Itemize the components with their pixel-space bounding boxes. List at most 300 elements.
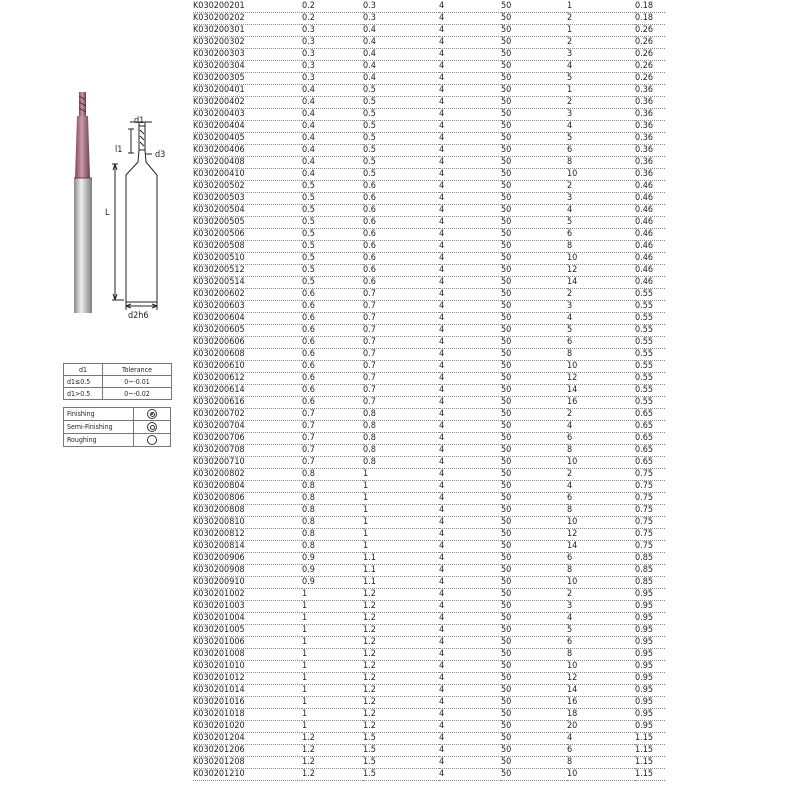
spec-cell: 50: [501, 277, 567, 289]
spec-row: [193, 493, 665, 505]
left-panel: [0, 0, 190, 793]
spec-cell: K030200508: [193, 241, 302, 253]
spec-cell: 0.95: [635, 601, 665, 613]
spec-row: [193, 181, 665, 193]
spec-cell: 0.18: [635, 13, 665, 25]
spec-cell: 4: [439, 265, 501, 277]
spec-cell: 50: [501, 61, 567, 73]
spec-row: [193, 145, 665, 157]
spec-cell: 0.36: [635, 85, 665, 97]
spec-cell: 4: [439, 529, 501, 541]
spec-cell: 1.5: [363, 745, 439, 757]
spec-cell: K030200608: [193, 349, 302, 361]
spec-row: [193, 193, 665, 205]
spec-cell: 1.2: [302, 769, 363, 781]
spec-cell: 50: [501, 541, 567, 553]
spec-cell: 0.7: [363, 325, 439, 337]
spec-cell: 0.46: [635, 277, 665, 289]
spec-cell: 1.15: [635, 745, 665, 757]
spec-cell: K030200514: [193, 277, 302, 289]
spec-cell: 50: [501, 301, 567, 313]
spec-cell: 0.9: [302, 553, 363, 565]
spec-row: [193, 685, 665, 697]
spec-cell: K030200402: [193, 97, 302, 109]
spec-row: [193, 421, 665, 433]
spec-cell: 6: [567, 145, 635, 157]
spec-cell: 1: [302, 613, 363, 625]
spec-cell: 0.85: [635, 577, 665, 589]
spec-cell: 4: [439, 445, 501, 457]
spec-cell: 50: [501, 241, 567, 253]
spec-cell: 4: [439, 733, 501, 745]
spec-cell: K030200614: [193, 385, 302, 397]
spec-cell: 12: [567, 373, 635, 385]
spec-cell: 8: [567, 565, 635, 577]
tolerance-cell: 0~-0.01: [103, 376, 172, 388]
spec-cell: 0.7: [363, 361, 439, 373]
spec-cell: 16: [567, 397, 635, 409]
spec-cell: 0.26: [635, 25, 665, 37]
spec-cell: K030201004: [193, 613, 302, 625]
spec-cell: 1: [302, 589, 363, 601]
spec-cell: 50: [501, 313, 567, 325]
spec-row: [193, 445, 665, 457]
spec-cell: K030200505: [193, 217, 302, 229]
spec-cell: 1: [302, 601, 363, 613]
spec-cell: 4: [439, 61, 501, 73]
tolerance-header-cell: Tolerance: [103, 364, 172, 376]
spec-cell: 4: [439, 709, 501, 721]
spec-cell: 0.5: [302, 205, 363, 217]
spec-cell: K030200202: [193, 13, 302, 25]
finishing-icon: [147, 409, 157, 419]
spec-row: [193, 265, 665, 277]
spec-cell: 1: [363, 541, 439, 553]
spec-cell: 1: [567, 85, 635, 97]
spec-cell: 0.6: [363, 205, 439, 217]
spec-cell: 0.6: [363, 217, 439, 229]
spec-cell: 16: [567, 697, 635, 709]
spec-cell: 0.85: [635, 565, 665, 577]
spec-cell: 50: [501, 337, 567, 349]
spec-cell: 50: [501, 385, 567, 397]
spec-cell: 0.26: [635, 49, 665, 61]
spec-cell: 1.1: [363, 577, 439, 589]
spec-cell: 1: [363, 481, 439, 493]
spec-cell: 0.3: [363, 13, 439, 25]
spec-cell: 50: [501, 373, 567, 385]
spec-cell: 50: [501, 409, 567, 421]
spec-cell: 1.1: [363, 565, 439, 577]
spec-cell: 0.95: [635, 649, 665, 661]
spec-cell: 1: [302, 661, 363, 673]
spec-cell: 0.5: [302, 229, 363, 241]
spec-cell: 0.8: [363, 457, 439, 469]
spec-cell: 3: [567, 49, 635, 61]
spec-cell: 0.8: [302, 529, 363, 541]
spec-cell: 20: [567, 721, 635, 733]
spec-cell: K030200405: [193, 133, 302, 145]
spec-cell: 50: [501, 349, 567, 361]
spec-cell: 4: [567, 613, 635, 625]
spec-cell: 0.8: [302, 481, 363, 493]
spec-cell: 0.7: [302, 433, 363, 445]
spec-cell: 0.55: [635, 349, 665, 361]
spec-row: [193, 757, 665, 769]
spec-cell: K030200604: [193, 313, 302, 325]
spec-cell: 0.36: [635, 133, 665, 145]
spec-cell: 0.8: [302, 469, 363, 481]
spec-row: [193, 49, 665, 61]
spec-cell: 0.5: [302, 265, 363, 277]
spec-cell: 0.46: [635, 253, 665, 265]
spec-cell: 1.5: [363, 733, 439, 745]
spec-cell: K030201016: [193, 697, 302, 709]
spec-cell: 4: [439, 229, 501, 241]
spec-cell: 0.3: [363, 1, 439, 13]
spec-cell: 4: [439, 409, 501, 421]
spec-cell: 1.5: [363, 769, 439, 781]
spec-cell: 0.6: [302, 289, 363, 301]
spec-cell: 0.5: [363, 157, 439, 169]
spec-cell: 4: [439, 361, 501, 373]
spec-cell: 0.75: [635, 481, 665, 493]
spec-cell: 8: [567, 157, 635, 169]
spec-row: [193, 673, 665, 685]
spec-cell: 0.5: [363, 109, 439, 121]
spec-cell: 50: [501, 253, 567, 265]
spec-row: [193, 385, 665, 397]
spec-cell: 50: [501, 289, 567, 301]
spec-cell: 4: [439, 289, 501, 301]
spec-cell: 0.5: [363, 85, 439, 97]
semi-finishing-icon: [147, 422, 157, 432]
spec-cell: K030200612: [193, 373, 302, 385]
spec-cell: 0.3: [302, 73, 363, 85]
spec-cell: 0.26: [635, 61, 665, 73]
spec-cell: 3: [567, 193, 635, 205]
spec-row: [193, 409, 665, 421]
spec-cell: 0.7: [363, 289, 439, 301]
spec-cell: 1.2: [302, 733, 363, 745]
roughing-icon: [147, 435, 157, 445]
d2-label: d2h6: [128, 311, 149, 321]
spec-cell: 4: [439, 685, 501, 697]
tolerance-cell: d1≤0.5: [64, 376, 103, 388]
spec-row: [193, 481, 665, 493]
spec-cell: 6: [567, 433, 635, 445]
spec-cell: 0.6: [302, 337, 363, 349]
spec-cell: 4: [439, 745, 501, 757]
spec-cell: 50: [501, 673, 567, 685]
spec-cell: 0.5: [302, 217, 363, 229]
spec-cell: 8: [567, 649, 635, 661]
spec-cell: 0.36: [635, 109, 665, 121]
spec-row: [193, 709, 665, 721]
legend-label: Roughing: [64, 434, 134, 447]
spec-cell: 0.8: [302, 517, 363, 529]
spec-row: [193, 157, 665, 169]
spec-cell: 0.7: [363, 397, 439, 409]
spec-cell: 4: [439, 241, 501, 253]
spec-cell: K030200302: [193, 37, 302, 49]
spec-cell: 4: [439, 673, 501, 685]
spec-cell: 50: [501, 205, 567, 217]
spec-cell: K030200510: [193, 253, 302, 265]
spec-cell: K030200303: [193, 49, 302, 61]
spec-cell: 4: [439, 169, 501, 181]
spec-cell: K030200908: [193, 565, 302, 577]
spec-row: [193, 61, 665, 73]
spec-cell: 1: [302, 709, 363, 721]
spec-cell: 8: [567, 757, 635, 769]
spec-cell: 0.6: [363, 277, 439, 289]
spec-cell: 4: [439, 73, 501, 85]
spec-cell: 0.8: [363, 409, 439, 421]
spec-cell: 50: [501, 97, 567, 109]
spec-cell: 4: [567, 121, 635, 133]
spec-cell: 0.55: [635, 385, 665, 397]
spec-cell: 0.8: [302, 493, 363, 505]
spec-cell: 0.6: [302, 325, 363, 337]
spec-cell: 0.95: [635, 637, 665, 649]
spec-row: [193, 37, 665, 49]
spec-cell: 0.5: [363, 121, 439, 133]
spec-cell: 0.95: [635, 589, 665, 601]
spec-row: [193, 517, 665, 529]
spec-cell: 50: [501, 85, 567, 97]
spec-cell: 10: [567, 577, 635, 589]
spec-cell: 50: [501, 469, 567, 481]
spec-cell: 0.4: [302, 145, 363, 157]
spec-cell: 0.5: [363, 97, 439, 109]
spec-cell: 50: [501, 661, 567, 673]
spec-cell: K030200502: [193, 181, 302, 193]
spec-cell: 50: [501, 757, 567, 769]
spec-cell: 4: [439, 325, 501, 337]
spec-cell: 0.6: [302, 313, 363, 325]
spec-cell: 4: [567, 733, 635, 745]
spec-row: [193, 85, 665, 97]
tolerance-header-row: [64, 364, 172, 376]
spec-cell: 1: [363, 505, 439, 517]
spec-cell: 0.2: [302, 13, 363, 25]
spec-cell: 0.46: [635, 241, 665, 253]
spec-cell: 2: [567, 409, 635, 421]
spec-cell: 3: [567, 109, 635, 121]
spec-cell: 0.5: [302, 193, 363, 205]
tolerance-row: [64, 388, 172, 400]
spec-cell: 0.75: [635, 493, 665, 505]
spec-cell: 0.6: [302, 361, 363, 373]
tolerance-header-cell: d1: [64, 364, 103, 376]
spec-cell: 50: [501, 433, 567, 445]
spec-cell: 0.6: [302, 385, 363, 397]
spec-cell: 1.2: [302, 757, 363, 769]
spec-cell: 2: [567, 181, 635, 193]
spec-cell: 0.6: [302, 301, 363, 313]
spec-cell: 4: [439, 421, 501, 433]
spec-cell: 0.36: [635, 169, 665, 181]
legend-label: Semi-Finishing: [64, 421, 134, 434]
spec-cell: K030200702: [193, 409, 302, 421]
spec-cell: 1.2: [363, 601, 439, 613]
spec-cell: 50: [501, 649, 567, 661]
spec-cell: K030200305: [193, 73, 302, 85]
spec-cell: 50: [501, 229, 567, 241]
spec-cell: 0.4: [363, 25, 439, 37]
spec-cell: 0.5: [363, 169, 439, 181]
spec-cell: 0.3: [302, 37, 363, 49]
spec-cell: 0.4: [302, 109, 363, 121]
spec-row: [193, 289, 665, 301]
spec-cell: 0.7: [302, 457, 363, 469]
spec-cell: 14: [567, 277, 635, 289]
spec-cell: 50: [501, 637, 567, 649]
spec-cell: 4: [439, 145, 501, 157]
spec-cell: 0.6: [302, 397, 363, 409]
l1-label: l1: [115, 145, 123, 155]
spec-cell: 0.65: [635, 421, 665, 433]
spec-cell: K030201208: [193, 757, 302, 769]
spec-cell: 0.7: [302, 445, 363, 457]
spec-row: [193, 169, 665, 181]
specification-table: [193, 1, 665, 781]
end-mill-drawing: [0, 80, 180, 325]
spec-cell: 50: [501, 49, 567, 61]
d1-label: d1: [134, 116, 145, 126]
spec-cell: 4: [439, 301, 501, 313]
spec-cell: 50: [501, 577, 567, 589]
spec-cell: 4: [439, 193, 501, 205]
spec-cell: 0.75: [635, 469, 665, 481]
spec-cell: 6: [567, 337, 635, 349]
spec-row: [193, 625, 665, 637]
spec-cell: 0.85: [635, 553, 665, 565]
spec-cell: 3: [567, 301, 635, 313]
spec-cell: 4: [439, 493, 501, 505]
spec-row: [193, 1, 665, 13]
spec-cell: 6: [567, 493, 635, 505]
spec-cell: 0.65: [635, 433, 665, 445]
spec-cell: K030200812: [193, 529, 302, 541]
spec-cell: 0.95: [635, 697, 665, 709]
spec-cell: K030200404: [193, 121, 302, 133]
spec-cell: 2: [567, 289, 635, 301]
spec-cell: K030200808: [193, 505, 302, 517]
spec-cell: 1.15: [635, 757, 665, 769]
spec-row: [193, 313, 665, 325]
spec-row: [193, 229, 665, 241]
spec-row: [193, 661, 665, 673]
spec-cell: K030200603: [193, 301, 302, 313]
spec-cell: 0.26: [635, 37, 665, 49]
spec-row: [193, 325, 665, 337]
spec-cell: 0.6: [302, 373, 363, 385]
spec-cell: 4: [439, 613, 501, 625]
spec-cell: 50: [501, 157, 567, 169]
spec-cell: 4: [439, 337, 501, 349]
spec-cell: K030201010: [193, 661, 302, 673]
spec-cell: 1: [302, 625, 363, 637]
spec-cell: 4: [439, 205, 501, 217]
spec-cell: 50: [501, 109, 567, 121]
spec-cell: 0.4: [363, 61, 439, 73]
spec-cell: K030201014: [193, 685, 302, 697]
spec-cell: 50: [501, 217, 567, 229]
spec-cell: 0.46: [635, 181, 665, 193]
spec-cell: 0.4: [363, 73, 439, 85]
spec-cell: 4: [439, 109, 501, 121]
spec-cell: 5: [567, 625, 635, 637]
spec-row: [193, 577, 665, 589]
spec-cell: 0.8: [363, 433, 439, 445]
spec-cell: 4: [439, 85, 501, 97]
spec-row: [193, 733, 665, 745]
spec-cell: 4: [439, 457, 501, 469]
spec-cell: 50: [501, 397, 567, 409]
spec-cell: 1.1: [363, 553, 439, 565]
spec-cell: K030200906: [193, 553, 302, 565]
spec-cell: K030201018: [193, 709, 302, 721]
spec-cell: K030200410: [193, 169, 302, 181]
spec-cell: 0.46: [635, 217, 665, 229]
spec-row: [193, 253, 665, 265]
spec-cell: 0.95: [635, 709, 665, 721]
spec-cell: 2: [567, 589, 635, 601]
spec-row: [193, 601, 665, 613]
legend-row: [64, 421, 171, 434]
spec-cell: 4: [439, 97, 501, 109]
spec-cell: K030201012: [193, 673, 302, 685]
spec-cell: 4: [439, 565, 501, 577]
spec-cell: 0.75: [635, 517, 665, 529]
spec-row: [193, 205, 665, 217]
spec-cell: 0.6: [363, 241, 439, 253]
spec-cell: 5: [567, 217, 635, 229]
spec-cell: 0.65: [635, 445, 665, 457]
spec-row: [193, 589, 665, 601]
spec-cell: 4: [567, 61, 635, 73]
spec-cell: 6: [567, 229, 635, 241]
spec-cell: 0.18: [635, 1, 665, 13]
spec-cell: K030200304: [193, 61, 302, 73]
spec-cell: 1: [363, 493, 439, 505]
spec-cell: 0.26: [635, 73, 665, 85]
spec-cell: 0.55: [635, 301, 665, 313]
spec-cell: 4: [439, 769, 501, 781]
spec-cell: 1.2: [363, 673, 439, 685]
spec-cell: 1.2: [363, 721, 439, 733]
spec-cell: 50: [501, 145, 567, 157]
spec-cell: 50: [501, 13, 567, 25]
spec-cell: 8: [567, 241, 635, 253]
spec-cell: 0.5: [302, 241, 363, 253]
spec-cell: 1: [302, 637, 363, 649]
tolerance-cell: d1>0.5: [64, 388, 103, 400]
spec-cell: 4: [439, 37, 501, 49]
spec-cell: K030201020: [193, 721, 302, 733]
spec-cell: K030200506: [193, 229, 302, 241]
spec-cell: 0.8: [363, 421, 439, 433]
spec-cell: 50: [501, 1, 567, 13]
spec-cell: K030200802: [193, 469, 302, 481]
spec-cell: 1: [302, 697, 363, 709]
spec-cell: 4: [567, 313, 635, 325]
spec-cell: 4: [439, 277, 501, 289]
spec-cell: 0.95: [635, 613, 665, 625]
spec-cell: 12: [567, 673, 635, 685]
